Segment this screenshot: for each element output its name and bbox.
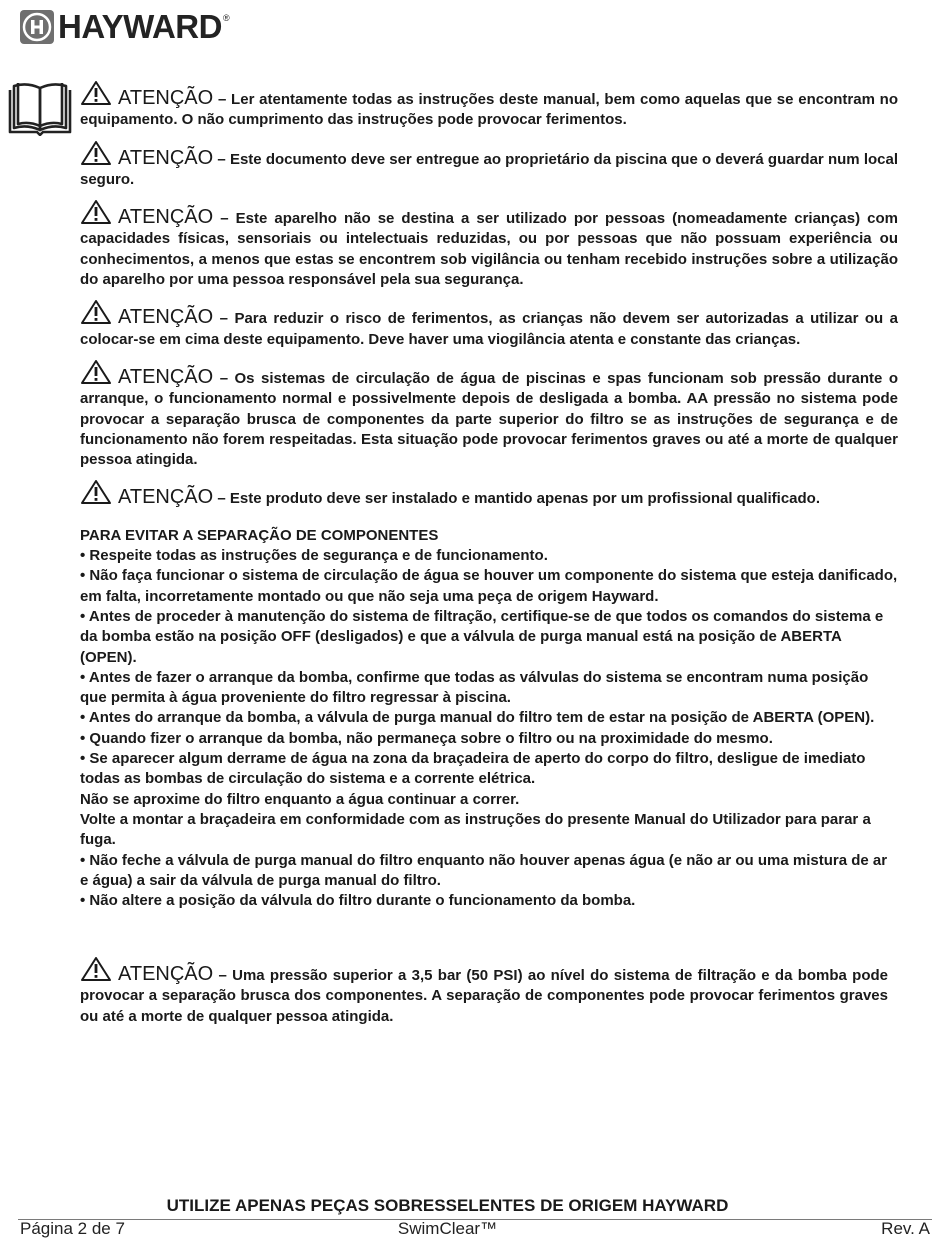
list-item: • Não feche a válvula de purga manual do filtro enquanto não houver apenas água (e não ar ou uma mistura de ar e água) a sair da válvula de purga manual do filtro. xyxy=(80,851,888,889)
warning-block xyxy=(80,299,898,350)
warning-triangle-icon xyxy=(80,140,112,166)
list-item: • Antes de proceder à manutenção do sistema de filtração, certifique-se de que todos os comandos do sistema e da bomba estão na posição OFF (desligados) e que a válvula de purga manual está na posição de ABERTA (OPEN). xyxy=(80,607,884,666)
list-item: • Antes do arranque da bomba, a válvula de purga manual do filtro tem de estar na posição de ABERTA (OPEN). xyxy=(80,709,875,727)
warning-block xyxy=(80,199,898,290)
warning-text: – Para reduzir o risco de ferimentos, as crianças não devem ser autorizadas a utilizar ou a colocar-se em cima deste equipamento. Deve haver uma viogilância atenta e constante das crianças. xyxy=(80,310,898,348)
warning-label: ATENÇÃO xyxy=(118,306,214,329)
footer-title: UTILIZE APENAS PEÇAS SOBRESSELENTES DE ORIGEM HAYWARD xyxy=(166,1196,729,1215)
hayward-logo xyxy=(20,9,230,45)
warning-block xyxy=(80,140,898,191)
section-title: PARA EVITAR A SEPARAÇÃO DE COMPONENTES xyxy=(80,526,439,544)
warning-triangle-icon xyxy=(80,359,112,385)
warning-label: ATENÇÃO xyxy=(118,206,214,229)
warning-triangle-icon xyxy=(80,956,112,982)
list-item: • Não altere a posição da válvula do filtro durante o funcionamento da bomba. xyxy=(80,892,636,910)
warning-text: – Os sistemas de circulação de água de piscinas e spas funcionam sob pressão durante o arranque, o funcionamento normal e possivelmente depois de desligada a bomba. AA pressão no sistema pode provocar a separação brusca de componentes da parte superior do filtro se as instruções de segurança e de funcionamento não forem respeitadas. Esta situação pode provocar ferimentos graves ou até a morte de qualquer pessoa atingida. xyxy=(80,369,898,469)
warning-label: ATENÇÃO xyxy=(118,146,214,169)
page-number: Página 2 de 7 xyxy=(20,1219,125,1238)
list-item: • Se aparecer algum derrame de água na zona da braçadeira de aperto do corpo do filtro, desligue de imediato todas as bombas de circulação do sistema e a corrente elétrica. xyxy=(80,750,866,788)
warning-text: – Este documento deve ser entregue ao proprietário da piscina que o deverá guardar num local seguro. xyxy=(80,150,898,188)
warning-triangle-icon xyxy=(80,80,112,106)
pressure-warning-block xyxy=(80,956,888,1027)
hayward-h-logo-icon xyxy=(20,10,54,44)
warning-text: – Uma pressão superior a 3,5 bar (50 PSI) ao nível do sistema de filtração e da bomba pode provocar a separação brusca dos componentes. A separação de componentes pode provocar ferimentos graves ou até a morte de qualquer pessoa atingida. xyxy=(80,967,889,1025)
warning-label: ATENÇÃO xyxy=(118,963,214,985)
registered-mark: ® xyxy=(222,13,230,23)
warning-text: – Este produto deve ser instalado e mantido apenas por um profissional qualificado. xyxy=(217,490,820,508)
component-separation-section xyxy=(80,526,898,912)
warning-block xyxy=(80,479,898,509)
revision: Rev. A xyxy=(881,1219,930,1238)
list-item: Volte a montar a braçadeira em conformidade com as instruções do presente Manual do Utilizador para parar a fuga. xyxy=(80,810,871,849)
product-name: SwimClear™ xyxy=(397,1219,498,1238)
warning-triangle-icon xyxy=(80,299,112,325)
warning-label: ATENÇÃO xyxy=(118,87,214,109)
list-item: • Quando fizer o arranque da bomba, não permaneça sobre o filtro ou na proximidade do mesmo. xyxy=(80,729,773,747)
warning-block xyxy=(80,359,898,470)
warning-label: ATENÇÃO xyxy=(118,486,214,509)
warning-text: – Este aparelho não se destina a ser utilizado por pessoas (nomeadamente crianças) com capacidades físicas, sensoriais ou intelectuais reduzidas, ou por pessoas que não possuam experiência ou conhecimentos, a menos que estas se encontrem sob vigilância ou tenham recebido instruções sobre a utilização do aparelho por uma pessoa responsável pela sua segurança. xyxy=(80,210,898,289)
warning-triangle-icon xyxy=(80,479,112,505)
warning-block xyxy=(80,80,898,131)
list-item: • Antes de fazer o arranque da bomba, confirme que todas as válvulas do sistema se encontram numa posição que permita à água proveniente do filtro regressar à piscina. xyxy=(80,668,869,707)
warning-text: – Ler atentamente todas as instruções deste manual, bem como aquelas que se encontram no equipamento. O não cumprimento das instruções pode provocar ferimentos. xyxy=(80,91,899,129)
list-item: Não se aproxime do filtro enquanto a água continuar a correr. xyxy=(80,790,520,808)
list-item: • Respeite todas as instruções de segurança e de funcionamento. xyxy=(80,547,548,565)
warning-triangle-icon xyxy=(80,199,112,225)
brand-name: HAYWARD xyxy=(58,8,222,45)
list-item: • Não faça funcionar o sistema de circulação de água se houver um componente do sistema que esteja danificado, em falta, incorretamente montado ou que não seja uma peça de origem Hayward. xyxy=(80,567,898,605)
safety-content xyxy=(80,80,899,1025)
warning-label: ATENÇÃO xyxy=(118,365,214,388)
open-book-icon xyxy=(7,80,73,136)
